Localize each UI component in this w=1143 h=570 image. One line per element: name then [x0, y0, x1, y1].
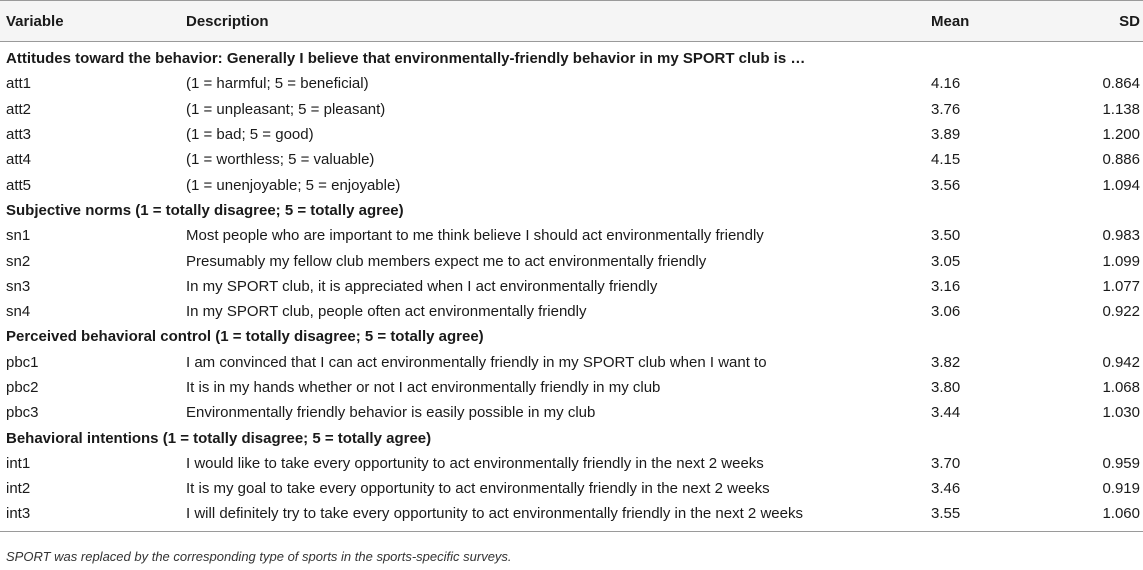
table-row	[0, 172, 1143, 197]
cell-mean: 3.55	[931, 501, 1031, 531]
cell-variable: int1	[6, 454, 31, 472]
cell-variable: sn1	[6, 227, 31, 245]
cell-mean: 3.05	[931, 252, 961, 270]
cell-sd: 1.200	[1102, 126, 1140, 144]
section-title: Subjective norms (1 = totally disagree; 5 = totally agree)	[6, 201, 404, 219]
cell-sd: 0.983	[1102, 227, 1140, 245]
section-title: Perceived behavioral control (1 = totally disagree; 5 = totally agree)	[6, 328, 484, 346]
cell-mean: 3.70	[931, 454, 961, 472]
cell-sd: 1.099	[1102, 252, 1140, 270]
cell-mean: 3.80	[931, 379, 961, 396]
cell-mean: 4.15	[931, 151, 961, 169]
cell-variable: att5	[6, 176, 32, 194]
cell-sd: 1.060	[1031, 501, 1143, 531]
cell-description: I am convinced that I can act environmentally friendly in my SPORT club when I want to	[186, 353, 767, 371]
cell-mean: 3.16	[931, 277, 961, 295]
cell-variable: pbc2	[6, 379, 39, 396]
cell-description: (1 = worthless; 5 = valuable)	[186, 151, 375, 169]
section-title: Attitudes toward the behavior: Generally I believe that environmentally-friendly behavior in my SPORT club is …	[6, 50, 806, 68]
table-row	[0, 451, 1143, 476]
cell-description: Presumably my fellow club members expect me to act environmentally friendly	[186, 252, 707, 270]
cell-description: I will definitely try to take every opportunity to act environmentally friendly in the next 2 weeks	[186, 501, 931, 531]
header-variable: Variable	[0, 1, 186, 42]
table-row	[0, 299, 1143, 324]
header-row	[0, 1, 1143, 42]
cell-description: It is my goal to take every opportunity to act environmentally friendly in the next 2 weeks	[186, 480, 770, 498]
section-header-row	[0, 324, 1143, 349]
cell-variable: pbc1	[6, 353, 39, 371]
cell-variable: int3	[0, 501, 186, 531]
table-row	[0, 97, 1143, 122]
table-row	[0, 476, 1143, 501]
section-title: Behavioral intentions (1 = totally disagree; 5 = totally agree)	[6, 429, 432, 447]
cell-sd: 1.030	[1102, 404, 1140, 422]
cell-sd: 1.138	[1102, 100, 1140, 118]
table-row	[0, 248, 1143, 273]
cell-variable: att1	[6, 75, 32, 93]
cell-description: Environmentally friendly behavior is easily possible in my club	[186, 404, 596, 422]
cell-description: It is in my hands whether or not I act environmentally friendly in my club	[186, 379, 661, 396]
cell-mean: 3.76	[931, 100, 961, 118]
cell-variable: att3	[6, 126, 32, 144]
cell-description: Most people who are important to me think believe I should act environmentally friendly	[186, 227, 764, 245]
header-description: Description	[186, 1, 931, 42]
cell-variable: att4	[6, 151, 32, 169]
cell-mean: 3.06	[931, 303, 961, 321]
header-sd: SD	[1031, 1, 1143, 42]
section-header-row	[0, 198, 1143, 223]
cell-variable: sn3	[6, 277, 31, 295]
cell-mean: 3.82	[931, 353, 961, 371]
cell-sd: 1.077	[1102, 277, 1140, 295]
table-body	[0, 42, 1143, 532]
header-mean: Mean	[931, 1, 1031, 42]
cell-variable: sn4	[6, 303, 31, 321]
cell-description: (1 = unenjoyable; 5 = enjoyable)	[186, 176, 401, 194]
cell-description: In my SPORT club, people often act environmentally friendly	[186, 303, 587, 321]
cell-sd: 0.886	[1102, 151, 1140, 169]
cell-sd: 0.919	[1102, 480, 1140, 498]
cell-mean: 4.16	[931, 75, 961, 93]
table-row	[0, 400, 1143, 425]
cell-mean: 3.89	[931, 126, 961, 144]
cell-sd: 1.094	[1102, 176, 1140, 194]
cell-variable: int2	[6, 480, 31, 498]
section-header-row	[0, 425, 1143, 450]
cell-variable: pbc3	[6, 404, 39, 422]
cell-mean: 3.56	[931, 176, 961, 194]
table-header	[0, 1, 1143, 42]
cell-description: I would like to take every opportunity to act environmentally friendly in the next 2 weeks	[186, 454, 764, 472]
cell-description: (1 = bad; 5 = good)	[186, 126, 314, 144]
cell-sd: 1.068	[1102, 379, 1140, 396]
cell-variable: sn2	[6, 252, 31, 270]
cell-sd: 0.922	[1102, 303, 1140, 321]
table-row	[0, 223, 1143, 248]
table-row	[0, 71, 1143, 96]
cell-sd: 0.942	[1102, 353, 1140, 371]
cell-description: (1 = harmful; 5 = beneficial)	[186, 75, 369, 93]
table-row	[0, 501, 1143, 531]
table-row	[0, 274, 1143, 299]
table-row	[0, 350, 1143, 375]
cell-variable: att2	[6, 100, 32, 118]
table-row	[0, 147, 1143, 172]
table-footnote: SPORT was replaced by the corresponding type of sports in the sports-specific surveys.	[6, 549, 512, 564]
cell-mean: 3.46	[931, 480, 961, 498]
cell-description: (1 = unpleasant; 5 = pleasant)	[186, 100, 386, 118]
cell-mean: 3.44	[931, 404, 961, 422]
section-header-row	[0, 42, 1143, 72]
cell-description: In my SPORT club, it is appreciated when I act environmentally friendly	[186, 277, 658, 295]
table-row	[0, 122, 1143, 147]
table-row	[0, 375, 1143, 400]
cell-mean: 3.50	[931, 227, 961, 245]
cell-sd: 0.959	[1102, 454, 1140, 472]
cell-sd: 0.864	[1102, 75, 1140, 93]
